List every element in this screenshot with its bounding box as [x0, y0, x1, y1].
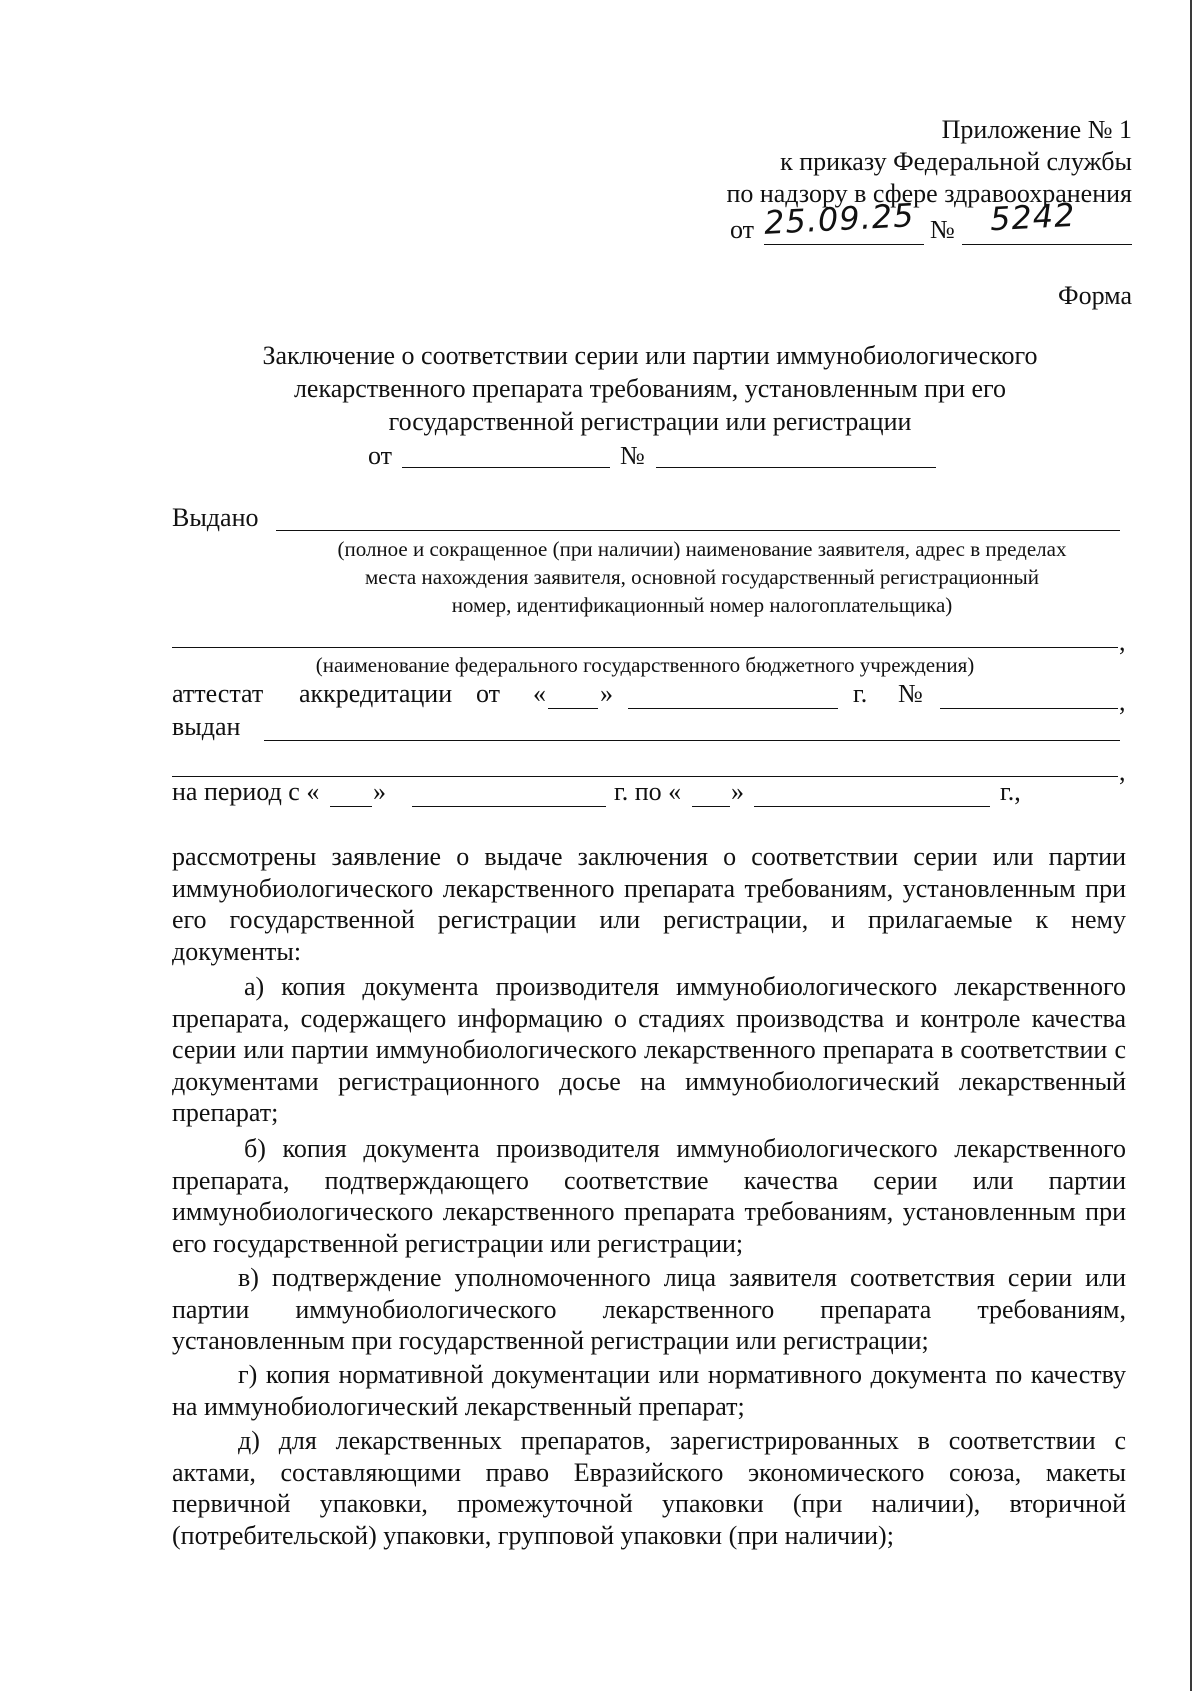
order-number-handwritten: 5242 [989, 195, 1077, 239]
title-number-underline [656, 467, 936, 468]
body-item-d: д) для лекарственных препаратов, зарегистрированных в соответствии с актами, составляющими право Евразийского экономического союза, макеты первичной упаковки, промежуточной упаковки (при наличии), вторичной (потребительской) упаковки, групповой упаковки (при наличии); [172, 1426, 1126, 1550]
issued-underline [276, 530, 1120, 531]
accreditation-word-1: аттестат [172, 679, 264, 708]
accreditation-comma: , [1119, 687, 1126, 716]
accreditation-quote-open: « [533, 679, 546, 708]
issued-hint-line-3: номер, идентификационный номер налогоплательщика) [451, 593, 953, 617]
body-item-v: в) подтверждение уполномоченного лица заявителя соответствия серии или партии иммунобиологического лекарственного препарата требованиям, установленным при государственной регистрации или регистрации; [172, 1263, 1126, 1355]
order-date-prefix: от [730, 215, 755, 244]
order-line-2: по надзору в сфере здравоохранения [726, 179, 1132, 208]
period-to-day-underline [692, 806, 730, 807]
form-label: Форма [1058, 281, 1132, 310]
body-item-b: б) копия документа производителя иммунобиологического лекарственного препарата, подтверждающего соответствие качества серии или партии иммунобиологического лекарственного препарата требованиям, установленным при его государственной регистрации или регистрации; [172, 1134, 1126, 1258]
period-to-month-underline [754, 806, 990, 807]
period-from-day-underline [330, 806, 372, 807]
title-number-label: № [620, 441, 645, 470]
institution-hint: (наименование федерального государственного бюджетного учреждения) [315, 653, 975, 677]
accreditation-year: г. [853, 679, 868, 708]
accreditation-month-underline [628, 708, 838, 709]
order-line-1: к приказу Федеральной службы [780, 147, 1132, 176]
order-date-handwritten: 25.09.25 [763, 196, 916, 242]
appendix-label: Приложение № 1 [941, 115, 1132, 144]
title-line-3: государственной регистрации или регистрации [388, 407, 912, 436]
title-date-underline [402, 467, 610, 468]
institution-underline [172, 647, 1118, 648]
order-number-prefix: № [930, 215, 955, 244]
accreditation-quote-close: » [600, 679, 613, 708]
body-item-g: г) копия нормативной документации или нормативного документа по качеству на иммунобиологический лекарственный препарат; [172, 1360, 1126, 1421]
accreditation-number-label: № [898, 679, 923, 708]
period-end: г., [1000, 777, 1021, 806]
accreditation-issued-comma: , [1119, 757, 1126, 786]
order-date-underline [764, 244, 924, 245]
period-from-month-underline [412, 806, 606, 807]
body-item-a: а) копия документа производителя иммунобиологического лекарственного препарата, содержащего информацию о стадиях производства и контроле качества серии или партии иммунобиологического лекарственного препарата в соответствии с документами регистрационного досье на иммунобиологический лекарственный препарат; [172, 972, 1126, 1127]
institution-comma: , [1119, 627, 1126, 656]
period-mid: г. по « [614, 777, 682, 806]
accreditation-day-underline [548, 708, 598, 709]
period-label: на период с « [172, 777, 320, 806]
period-quote-1: » [373, 777, 386, 806]
accreditation-from: от [476, 679, 501, 708]
issued-hint-line-2: места нахождения заявителя, основной государственный регистрационный [365, 565, 1039, 589]
title-line-1: Заключение о соответствии серии или партии иммунобиологического [262, 341, 1038, 370]
accreditation-number-underline [940, 708, 1118, 709]
accreditation-word-2: аккредитации [299, 679, 453, 708]
issued-label: Выдано [172, 503, 259, 532]
body-intro: рассмотрены заявление о выдаче заключения о соответствии серии или партии иммунобиологического лекарственного препарата требованиям, установленным при его государственной регистрации или регистрации, и прилагаемые к нему документы: [172, 842, 1126, 966]
issued-hint-line-1: (полное и сокращенное (при наличии) наименование заявителя, адрес в пределах [337, 537, 1067, 561]
title-line-2: лекарственного препарата требованиям, установленным при его [293, 374, 1007, 403]
title-from-label: от [368, 441, 393, 470]
period-quote-2: » [731, 777, 744, 806]
scan-edge [1190, 0, 1192, 1691]
accreditation-issued-underline [264, 740, 1120, 741]
order-number-underline [962, 244, 1132, 245]
accreditation-issued-label: выдан [172, 712, 241, 741]
